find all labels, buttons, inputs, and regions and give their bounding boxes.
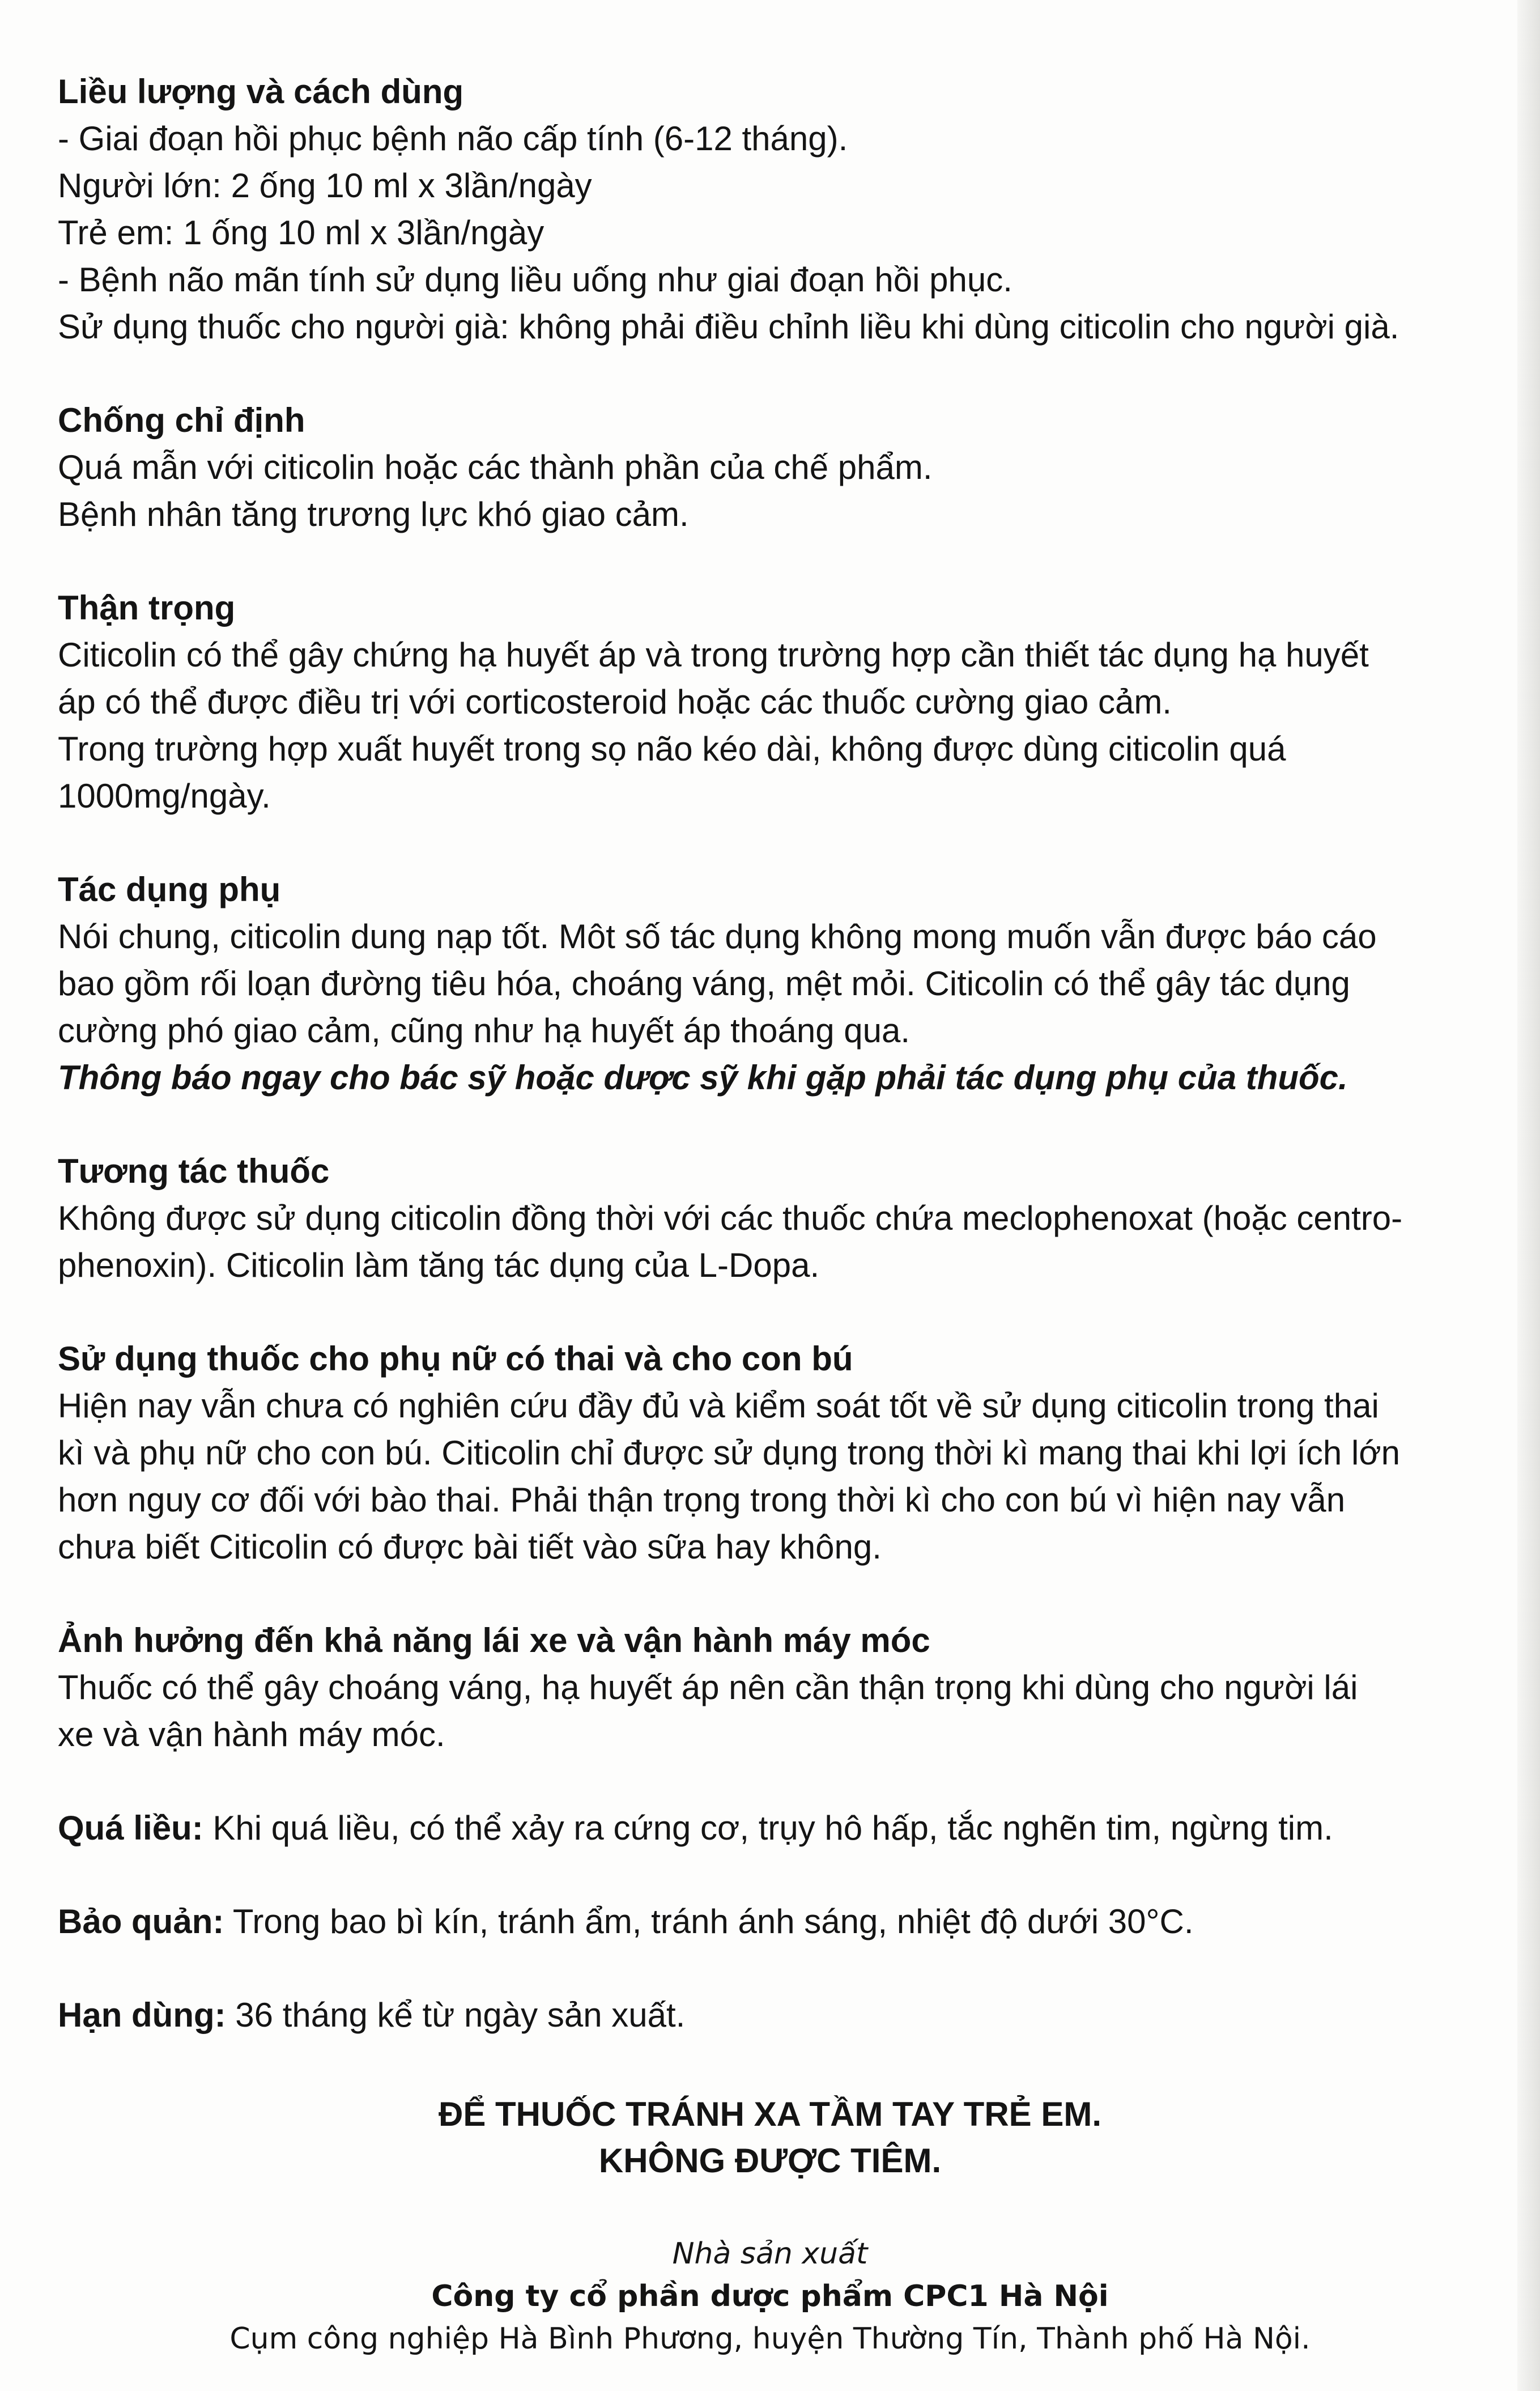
text-line: hơn nguy cơ đối với bào thai. Phải thận trọng trong thời kì cho con bú vì hiện nay vẫn: [58, 1481, 1346, 1519]
text-line: Sử dụng thuốc cho người già: không phải điều chỉnh liều khi dùng citicolin cho người già.: [58, 308, 1399, 346]
section-driving: [58, 1617, 1486, 1758]
overdose-label: Quá liều:: [58, 1809, 203, 1847]
section-heading: Liều lượng và cách dùng: [58, 73, 464, 111]
text-line: Quá mẫn với citicolin hoặc các thành phần của chế phẩm.: [58, 448, 933, 486]
warning-line-2: KHÔNG ĐƯỢC TIÊM.: [598, 2142, 942, 2180]
text-line: Không được sử dụng citicolin đồng thời với các thuốc chứa meclophenoxat (hoặc centro-: [58, 1199, 1403, 1237]
text-line: Bệnh nhân tăng trương lực khó giao cảm.: [58, 495, 689, 533]
text-line: - Giai đoạn hồi phục bệnh não cấp tính (6-12 tháng).: [58, 120, 848, 158]
child-warning: [0, 2091, 1540, 2184]
section-side-effects: [58, 866, 1486, 1101]
storage-label: Bảo quản:: [58, 1902, 224, 1940]
text-line: chưa biết Citicolin có được bài tiết vào sữa hay không.: [58, 1528, 882, 1566]
section-heading: Thận trọng: [58, 589, 236, 627]
storage-text: Trong bao bì kín, tránh ẩm, tránh ánh sáng, nhiệt độ dưới 30°C.: [224, 1902, 1194, 1940]
text-line: Trẻ em: 1 ống 10 ml x 3lần/ngày: [58, 214, 544, 252]
text-line: Nói chung, citicolin dung nạp tốt. Môt số tác dụng không mong muốn vẫn được báo cáo: [58, 918, 1377, 955]
expiry-label: Hạn dùng:: [58, 1996, 226, 2034]
leaflet-content: [58, 68, 1486, 2038]
page-edge: [1517, 0, 1540, 2391]
warning-line-1: ĐỂ THUỐC TRÁNH XA TẦM TAY TRẺ EM.: [438, 2095, 1102, 2133]
section-expiry: [58, 1991, 1486, 2038]
section-pregnancy: [58, 1335, 1486, 1570]
text-line: áp có thể được điều trị với corticosteroid hoặc các thuốc cường giao cảm.: [58, 683, 1172, 721]
text-line: kì và phụ nữ cho con bú. Citicolin chỉ được sử dụng trong thời kì mang thai khi lợi ích lớn: [58, 1434, 1401, 1472]
section-precautions: [58, 584, 1486, 819]
section-heading: Chống chỉ định: [58, 401, 305, 439]
section-heading: Sử dụng thuốc cho phụ nữ có thai và cho con bú: [58, 1340, 853, 1378]
text-line: - Bệnh não mãn tính sử dụng liều uống như giai đoạn hồi phục.: [58, 261, 1013, 299]
expiry-text: 36 tháng kể từ ngày sản xuất.: [226, 1996, 686, 2034]
text-line: Trong trường hợp xuất huyết trong sọ não kéo dài, không được dùng citicolin quá: [58, 730, 1286, 768]
text-line: Hiện nay vẫn chưa có nghiên cứu đầy đủ và kiểm soát tốt về sử dụng citicolin trong thai: [58, 1387, 1379, 1425]
section-storage: [58, 1898, 1486, 1945]
overdose-text: Khi quá liều, có thể xảy ra cứng cơ, trụy hô hấp, tắc nghẽn tim, ngừng tim.: [203, 1809, 1333, 1847]
text-line: Người lớn: 2 ống 10 ml x 3lần/ngày: [58, 167, 592, 205]
manufacturer-label: Nhà sản xuất: [672, 2237, 868, 2271]
text-line: Citicolin có thể gây chứng hạ huyết áp và trong trường hợp cần thiết tác dụng hạ huyết: [58, 636, 1369, 674]
text-line: bao gồm rối loạn đường tiêu hóa, choáng váng, mệt mỏi. Citicolin có thể gây tác dụng: [58, 965, 1350, 1003]
text-line: 1000mg/ngày.: [58, 777, 271, 815]
text-line: Thuốc có thể gây choáng váng, hạ huyết áp nên cần thận trọng khi dùng cho người lái: [58, 1668, 1358, 1706]
text-line: cường phó giao cảm, cũng như hạ huyết áp thoáng qua.: [58, 1012, 911, 1050]
text-line: phenoxin). Citicolin làm tăng tác dụng của L-Dopa.: [58, 1246, 820, 1284]
manufacturer-name: Công ty cổ phần dược phẩm CPC1 Hà Nội: [431, 2279, 1109, 2313]
side-effect-notice: Thông báo ngay cho bác sỹ hoặc dược sỹ khi gặp phải tác dụng phụ của thuốc.: [58, 1059, 1348, 1097]
manufacturer-block: [0, 2233, 1540, 2360]
text-line: xe và vận hành máy móc.: [58, 1715, 445, 1753]
section-interactions: [58, 1148, 1486, 1289]
section-dosage: [58, 68, 1486, 350]
section-heading: Tác dụng phụ: [58, 870, 281, 908]
section-overdose: [58, 1804, 1486, 1851]
section-heading: Ảnh hưởng đến khả năng lái xe và vận hành máy móc: [58, 1621, 930, 1659]
section-heading: Tương tác thuốc: [58, 1152, 330, 1190]
manufacturer-address: Cụm công nghiệp Hà Bình Phương, huyện Thường Tín, Thành phố Hà Nội.: [229, 2322, 1311, 2356]
section-contraindications: [58, 397, 1486, 538]
